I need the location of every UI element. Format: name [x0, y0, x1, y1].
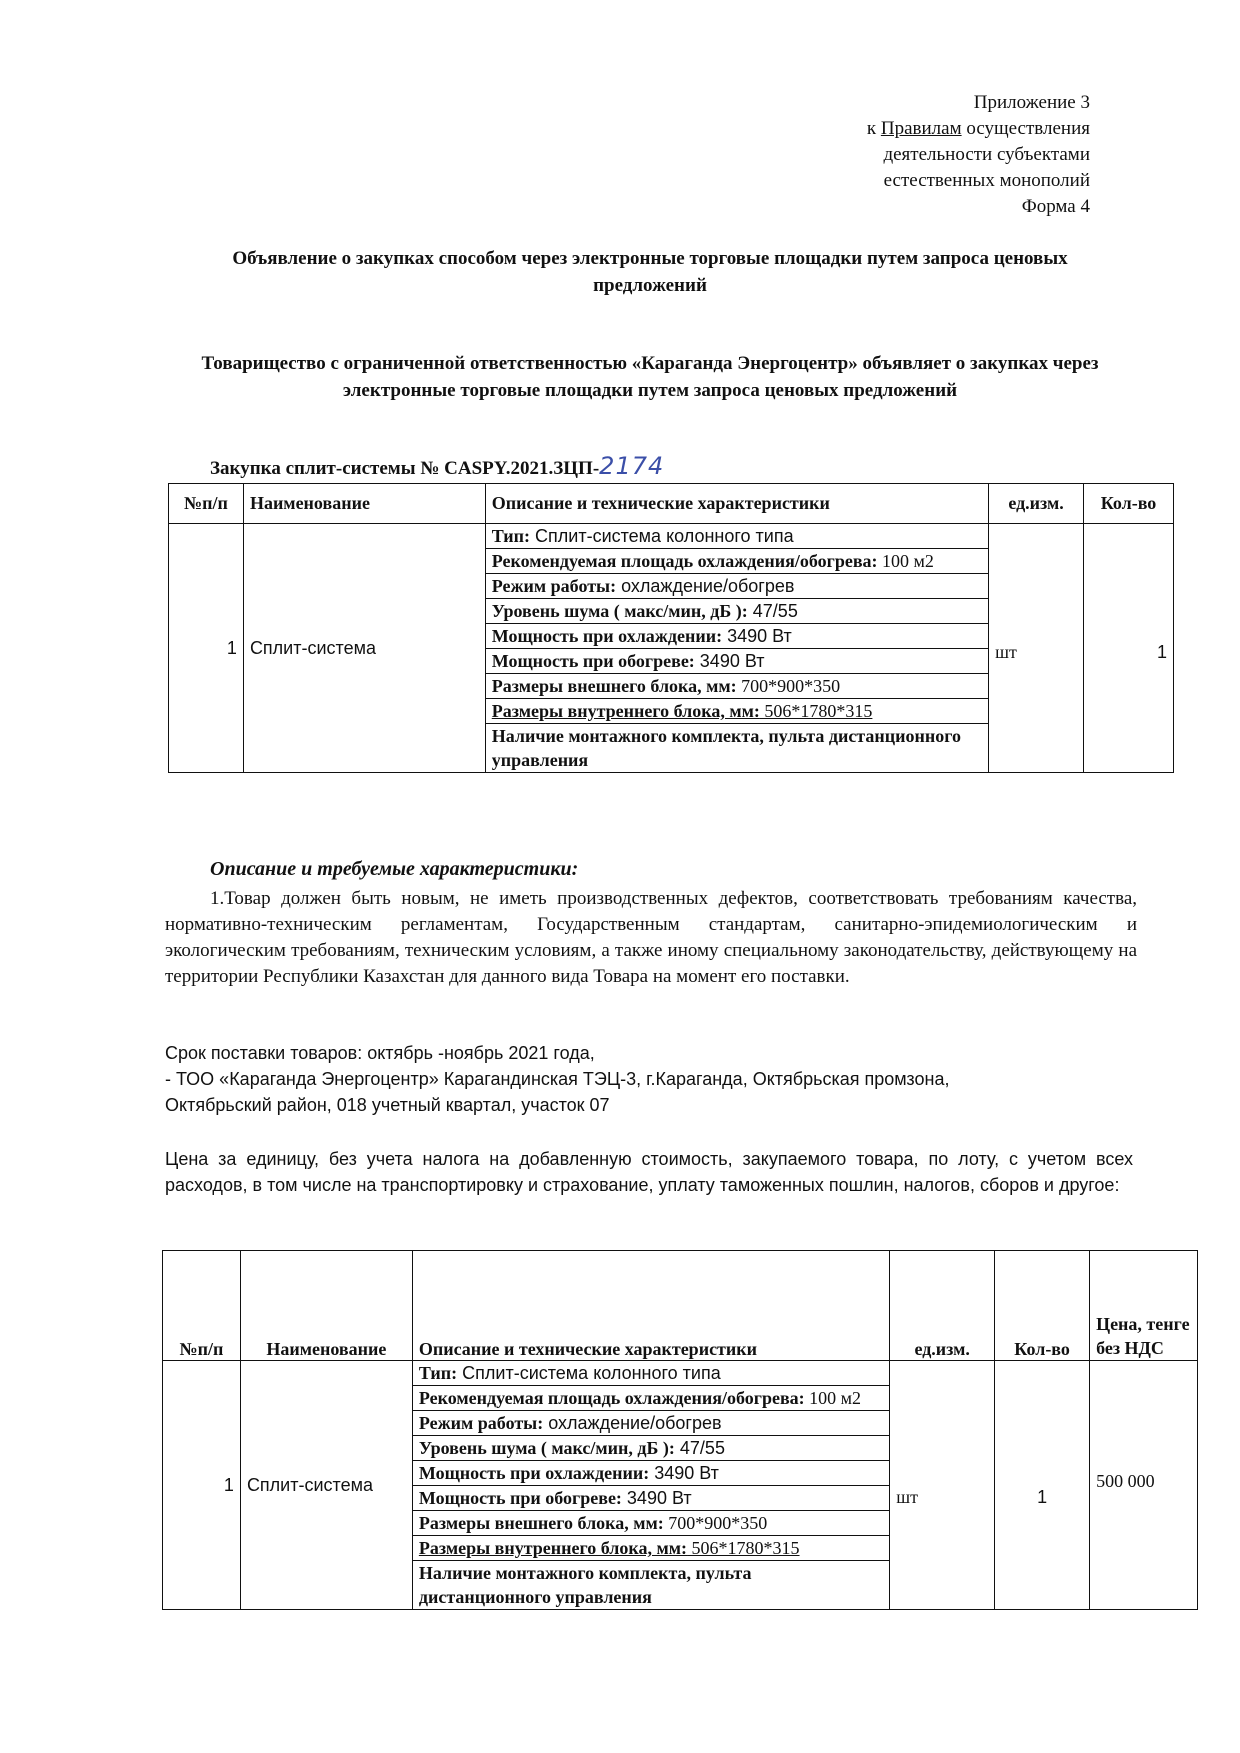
col-desc: Описание и технические характеристики — [485, 484, 988, 524]
purchase-label — [210, 452, 664, 480]
item-name: Сплит-система — [240, 1361, 412, 1610]
spec-kit: Наличие монтажного комплекта, пульта дистанционного управления — [418, 1563, 752, 1607]
spec-area: Рекомендуемая площадь охлаждения/обогрева: 100 м2 — [413, 1386, 889, 1411]
spec-mode: Режим работы: охлаждение/обогрев — [486, 574, 988, 599]
org-announcement: Товарищество с ограниченной ответственностью «Караганда Энергоцентр» объявляет о закупках через электронные торговые площадки путем запроса ценовых предложений — [201, 353, 1099, 401]
spec-outdoor-size: Размеры внешнего блока, мм: 700*900*350 — [486, 674, 988, 699]
spec-cooling-power: Мощность при охлаждении: 3490 Вт — [413, 1461, 889, 1486]
item-num: 1 — [163, 1361, 241, 1610]
spec-cooling-power: Мощность при охлаждении: 3490 Вт — [486, 624, 988, 649]
price-table — [162, 1250, 1198, 1610]
spec-noise: Уровень шума ( макс/мин, дБ ): 47/55 — [486, 599, 988, 624]
spec-indoor-size: Размеры внутреннего блока, мм: 506*1780*315 — [486, 699, 988, 724]
item-specs — [485, 524, 988, 773]
item-name: Сплит-система — [243, 524, 485, 773]
table-row — [163, 1361, 1198, 1610]
delivery-line-1: Срок поставки товаров: октябрь -ноябрь 2021 года, — [165, 1043, 595, 1063]
col-unit: ед.изм. — [890, 1251, 995, 1361]
spec-type: Тип: Сплит-система колонного типа — [413, 1361, 889, 1386]
col-name: Наименование — [240, 1251, 412, 1361]
document-title: Объявление о закупках способом через электронные торговые площадки путем запроса ценовых предложений — [232, 248, 1068, 296]
spec-noise: Уровень шума ( макс/мин, дБ ): 47/55 — [413, 1436, 889, 1461]
price-note: Цена за единицу, без учета налога на добавленную стоимость, закупаемого товара, по лоту, с учетом всех расходов, в том числе на транспортировку и страхование, уплату таможенных пошлин, налогов, сборов и другое: — [165, 1149, 1133, 1195]
table-header-row — [169, 484, 1174, 524]
spec-mode: Режим работы: охлаждение/обогрев — [413, 1411, 889, 1436]
col-price: Цена, тенге без НДС — [1090, 1251, 1198, 1361]
spec-kit: Наличие монтажного комплекта, пульта дистанционного управления — [491, 726, 961, 770]
item-unit: шт — [890, 1361, 995, 1610]
col-name: Наименование — [243, 484, 485, 524]
item-qty: 1 — [995, 1361, 1090, 1610]
col-qty: Кол-во — [1084, 484, 1174, 524]
delivery-line-3: Октябрьский район, 018 учетный квартал, участок 07 — [165, 1095, 610, 1115]
annex-block — [867, 90, 1090, 220]
spec-indoor-size: Размеры внутреннего блока, мм: 506*1780*315 — [413, 1536, 889, 1561]
spec-outdoor-size: Размеры внешнего блока, мм: 700*900*350 — [413, 1511, 889, 1536]
spec-heating-power: Мощность при обогреве: 3490 Вт — [413, 1486, 889, 1511]
requirements-heading: Описание и требуемые характеристики: — [210, 858, 579, 880]
item-qty: 1 — [1084, 524, 1174, 773]
col-desc: Описание и технические характеристики — [412, 1251, 889, 1361]
handwritten-number: 2174 — [599, 452, 665, 480]
item-price: 500 000 — [1090, 1361, 1198, 1610]
item-specs — [412, 1361, 889, 1610]
item-num: 1 — [169, 524, 244, 773]
spec-heating-power: Мощность при обогреве: 3490 Вт — [486, 649, 988, 674]
requirements-text: 1.Товар должен быть новым, не иметь производственных дефектов, соответствовать требованиям качества, нормативно-техническим регламентам, Государственным стандартам, санитарно-эпидемиологическим и экологическим требованиям, техническим условиям, а также иному специальному законодательству, действующему на территории Республики Казахстан для данного вида Товара на момент его поставки. — [165, 888, 1137, 987]
annex-line-2: к Правилам осуществления — [866, 118, 1090, 139]
col-num: №п/п — [169, 484, 244, 524]
col-num: №п/п — [163, 1251, 241, 1361]
spec-table — [168, 483, 1174, 773]
annex-line-5: Форма 4 — [1021, 196, 1090, 217]
spec-type: Тип: Сплит-система колонного типа — [486, 524, 988, 549]
purchase-text: Закупка сплит-системы № CASPY.2021.ЗЦП- — [210, 458, 600, 479]
delivery-block — [165, 1040, 949, 1118]
rules-link: Правилам — [880, 118, 962, 139]
table-row — [169, 524, 1174, 773]
item-unit: шт — [989, 524, 1084, 773]
annex-line-3: деятельности субъектами — [883, 144, 1090, 165]
annex-line-1: Приложение 3 — [973, 92, 1090, 113]
spec-area: Рекомендуемая площадь охлаждения/обогрева: 100 м2 — [486, 549, 988, 574]
annex-line-4: естественных монополий — [883, 170, 1090, 191]
col-qty: Кол-во — [995, 1251, 1090, 1361]
table-header-row — [163, 1251, 1198, 1361]
col-unit: ед.изм. — [989, 484, 1084, 524]
delivery-line-2: - ТОО «Караганда Энергоцентр» Карагандинская ТЭЦ-3, г.Караганда, Октябрьская промзона, — [165, 1069, 950, 1089]
